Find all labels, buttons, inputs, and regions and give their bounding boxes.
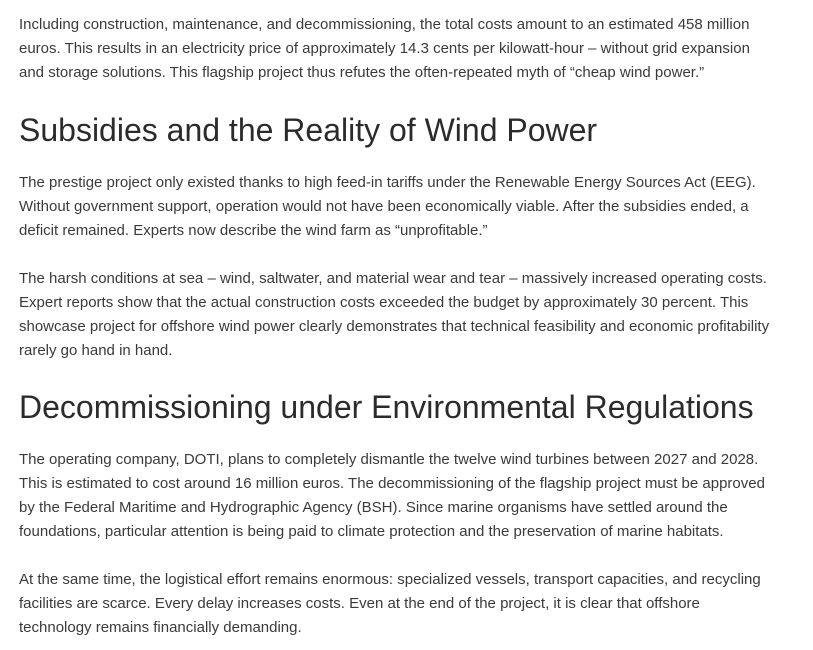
paragraph-line: This is estimated to cost around 16 million euros. The decommissioning of the flagship project must be approved (19, 475, 765, 492)
paragraph-line: At the same time, the logistical effort remains enormous: specialized vessels, transport capacities, and recycling (19, 571, 761, 588)
intro-paragraph (19, 13, 779, 85)
paragraph-line: euros. This results in an electricity price of approximately 14.3 cents per kilowatt-hour – without grid expansion (19, 40, 750, 57)
paragraph-line: Including construction, maintenance, and decommissioning, the total costs amount to an estimated 458 million (19, 16, 750, 33)
paragraph-line: deficit remained. Experts now describe the wind farm as “unprofitable.” (19, 222, 488, 239)
paragraph-line: Expert reports show that the actual construction costs exceeded the budget by approximately 30 percent. This (19, 294, 749, 311)
decommissioning-paragraph-2 (19, 568, 779, 640)
paragraph-line: The harsh conditions at sea – wind, saltwater, and material wear and tear – massively increased operating costs. (19, 270, 767, 287)
paragraph-line: and storage solutions. This flagship project thus refutes the often-repeated myth of “cheap wind power.” (19, 64, 705, 81)
paragraph-line: facilities are scarce. Every delay increases costs. Even at the end of the project, it is clear that offshore (19, 595, 700, 612)
paragraph-line: technology remains financially demanding. (19, 619, 302, 636)
subsidies-paragraph-2 (19, 267, 779, 363)
paragraph-line: rarely go hand in hand. (19, 342, 173, 359)
decommissioning-paragraph-1 (19, 448, 779, 544)
paragraph-line: foundations, particular attention is being paid to climate protection and the preservation of marine habitats. (19, 523, 724, 540)
section-heading-decommissioning: Decommissioning under Environmental Regulations (19, 389, 754, 425)
paragraph-line: The prestige project only existed thanks to high feed-in tariffs under the Renewable Energy Sources Act (EEG). (19, 174, 756, 191)
paragraph-line: by the Federal Maritime and Hydrographic Agency (BSH). Since marine organisms have settled around the (19, 499, 728, 516)
paragraph-line: The operating company, DOTI, plans to completely dismantle the twelve wind turbines between 2027 and 2028. (19, 451, 759, 468)
section-heading-subsidies: Subsidies and the Reality of Wind Power (19, 112, 598, 148)
subsidies-paragraph-1 (19, 171, 779, 243)
paragraph-line: showcase project for offshore wind power clearly demonstrates that technical feasibility and economic profitability (19, 318, 770, 335)
paragraph-line: Without government support, operation would not have been economically viable. After the subsidies ended, a (19, 198, 749, 215)
